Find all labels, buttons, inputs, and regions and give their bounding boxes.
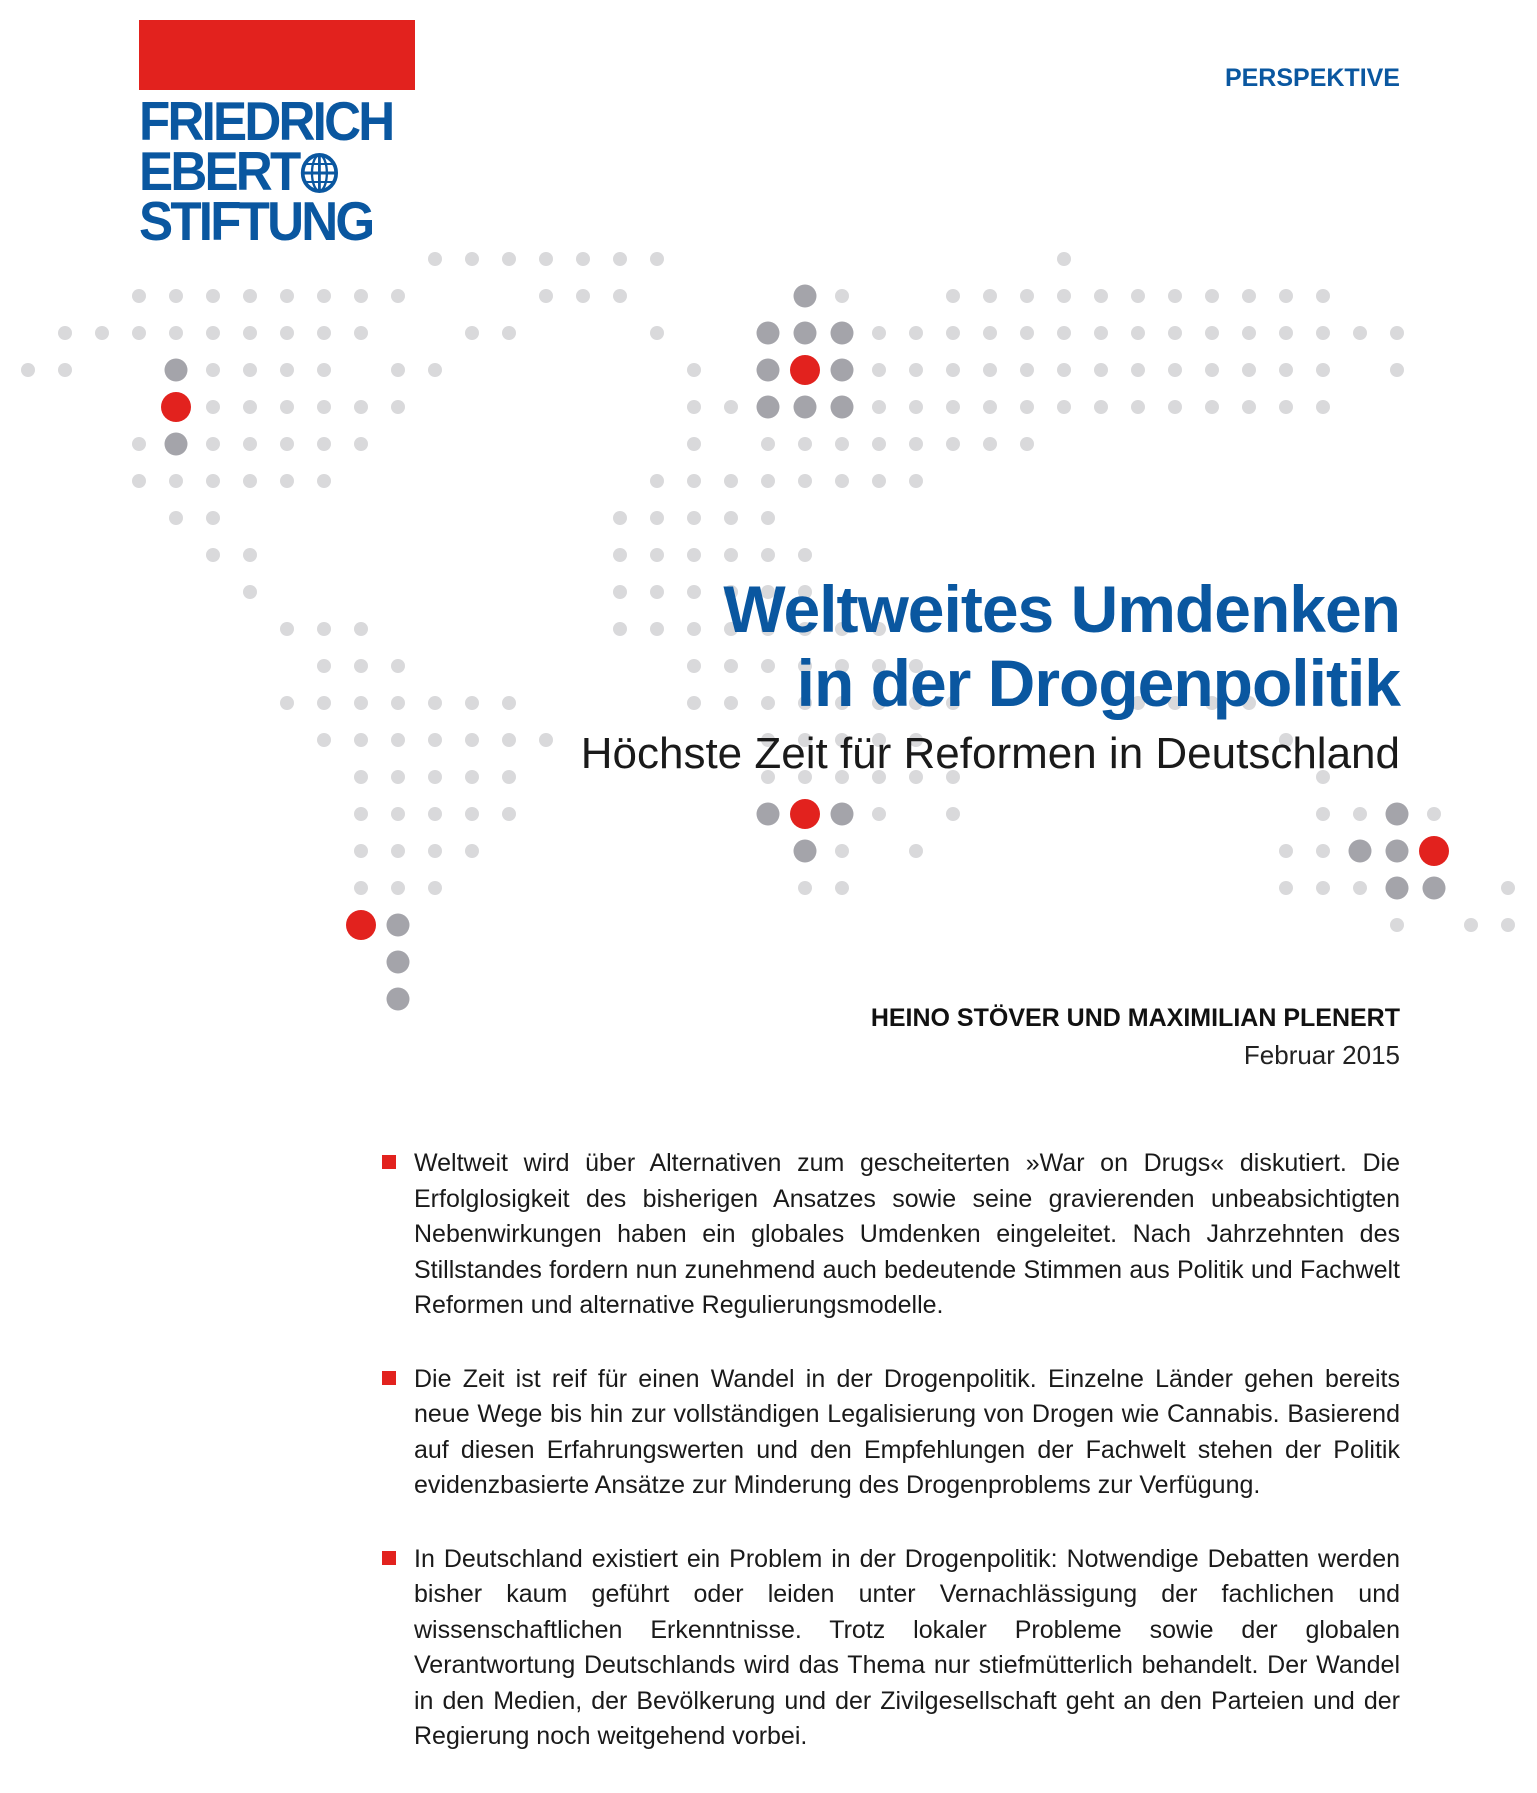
map-dot	[317, 696, 331, 710]
authors: HEINO STÖVER UND MAXIMILIAN PLENERT	[870, 1004, 1400, 1032]
map-dot	[1168, 289, 1182, 303]
map-dot	[354, 437, 368, 451]
map-dot	[428, 363, 442, 377]
fes-logo	[139, 20, 415, 252]
map-dot	[317, 622, 331, 636]
map-dot	[835, 289, 849, 303]
map-dot-highlight	[790, 799, 820, 829]
map-dot	[613, 289, 627, 303]
map-dot	[280, 622, 294, 636]
map-dot	[724, 400, 738, 414]
map-dot	[1094, 289, 1108, 303]
map-dot	[909, 363, 923, 377]
map-dot	[354, 289, 368, 303]
title-line-1: Weltweites Umdenken	[723, 572, 1400, 646]
map-dot	[354, 844, 368, 858]
title-line-2: in der Drogenpolitik	[796, 646, 1400, 720]
map-dot	[280, 474, 294, 488]
map-dot	[1020, 437, 1034, 451]
map-dot	[650, 511, 664, 525]
map-dot	[354, 733, 368, 747]
map-dot	[354, 659, 368, 673]
map-dot	[539, 289, 553, 303]
map-dot	[576, 252, 590, 266]
map-dot	[1131, 363, 1145, 377]
map-dot	[1205, 289, 1219, 303]
map-dot	[354, 622, 368, 636]
map-dot	[794, 396, 817, 419]
logo-ebert-text: EBERT	[139, 140, 299, 202]
map-dot	[835, 881, 849, 895]
map-dot	[831, 322, 854, 345]
map-dot	[391, 770, 405, 784]
map-dot	[1131, 400, 1145, 414]
map-dot	[1279, 289, 1293, 303]
map-dot	[1349, 840, 1372, 863]
map-dot	[206, 437, 220, 451]
map-dot	[798, 548, 812, 562]
logo-line-friedrich: FRIEDRICH	[139, 90, 393, 152]
map-dot	[354, 881, 368, 895]
map-dot	[687, 511, 701, 525]
map-dot	[909, 844, 923, 858]
map-dot	[1057, 252, 1071, 266]
map-dot	[835, 844, 849, 858]
map-dot	[391, 881, 405, 895]
map-dot	[428, 844, 442, 858]
map-dot	[354, 400, 368, 414]
map-dot	[1168, 326, 1182, 340]
summary-bullet	[382, 1362, 1400, 1504]
map-dot	[1279, 363, 1293, 377]
page-subtitle: Höchste Zeit für Reformen in Deutschland	[580, 729, 1400, 778]
map-dot	[798, 437, 812, 451]
map-dot	[757, 396, 780, 419]
bullet-square-icon	[382, 1155, 396, 1169]
map-dot	[1353, 807, 1367, 821]
map-dot	[206, 511, 220, 525]
logo-wordmark	[139, 90, 396, 252]
map-dot	[428, 881, 442, 895]
map-dot	[1427, 807, 1441, 821]
map-dot	[539, 252, 553, 266]
map-dot	[243, 289, 257, 303]
map-dot	[58, 363, 72, 377]
map-dot	[387, 914, 410, 937]
map-dot	[428, 770, 442, 784]
map-dot	[165, 359, 188, 382]
map-dot	[354, 696, 368, 710]
map-dot	[687, 363, 701, 377]
map-dot	[317, 437, 331, 451]
map-dot	[206, 363, 220, 377]
map-dot	[1501, 881, 1515, 895]
map-dot	[1279, 881, 1293, 895]
map-dot	[428, 807, 442, 821]
map-dot	[1386, 877, 1409, 900]
map-dot	[243, 363, 257, 377]
globe-icon	[300, 152, 339, 194]
map-dot	[872, 474, 886, 488]
map-dot	[687, 400, 701, 414]
map-dot	[132, 437, 146, 451]
map-dot	[428, 696, 442, 710]
map-dot	[206, 326, 220, 340]
bullet-square-icon	[382, 1371, 396, 1385]
map-dot	[169, 511, 183, 525]
map-dot	[354, 770, 368, 784]
map-dot	[58, 326, 72, 340]
map-dot	[687, 548, 701, 562]
map-dot	[1423, 877, 1446, 900]
publication-date: Februar 2015	[1243, 1040, 1400, 1070]
map-dot	[465, 326, 479, 340]
map-dot	[1316, 844, 1330, 858]
map-dot	[761, 437, 775, 451]
map-dot	[1390, 918, 1404, 932]
map-dot	[687, 474, 701, 488]
map-dot	[243, 437, 257, 451]
map-dot	[1168, 363, 1182, 377]
map-dot	[206, 289, 220, 303]
map-dot	[761, 511, 775, 525]
page-title	[500, 572, 1400, 720]
map-dot	[872, 363, 886, 377]
map-dot	[946, 400, 960, 414]
map-dot	[502, 326, 516, 340]
map-dot	[1168, 400, 1182, 414]
map-dot	[831, 803, 854, 826]
map-dot	[428, 252, 442, 266]
map-dot	[1131, 289, 1145, 303]
map-dot	[465, 252, 479, 266]
map-dot	[1205, 326, 1219, 340]
map-dot	[909, 326, 923, 340]
map-dot	[1316, 326, 1330, 340]
map-dot	[465, 770, 479, 784]
map-dot	[946, 807, 960, 821]
map-dot	[1205, 400, 1219, 414]
map-dot	[794, 322, 817, 345]
map-dot	[1501, 918, 1515, 932]
map-dot	[613, 548, 627, 562]
map-dot	[280, 326, 294, 340]
map-dot	[1353, 326, 1367, 340]
map-dot	[317, 363, 331, 377]
map-dot	[650, 252, 664, 266]
map-dot	[1316, 400, 1330, 414]
map-dot	[317, 400, 331, 414]
map-dot	[206, 548, 220, 562]
map-dot	[1353, 881, 1367, 895]
title-block	[500, 572, 1400, 780]
logo-red-bar	[139, 20, 415, 90]
map-dot	[391, 807, 405, 821]
map-dot	[391, 733, 405, 747]
map-dot	[391, 289, 405, 303]
map-dot	[206, 400, 220, 414]
map-dot	[391, 696, 405, 710]
map-dot	[946, 437, 960, 451]
map-dot	[1242, 363, 1256, 377]
map-dot	[428, 733, 442, 747]
map-dot	[724, 548, 738, 562]
map-dot	[1057, 400, 1071, 414]
map-dot	[391, 363, 405, 377]
map-dot	[502, 807, 516, 821]
map-dot	[317, 474, 331, 488]
map-dot	[21, 363, 35, 377]
summary-bullet	[382, 1542, 1400, 1755]
map-dot	[1386, 840, 1409, 863]
map-dot	[576, 289, 590, 303]
map-dot	[1020, 326, 1034, 340]
map-dot	[165, 433, 188, 456]
summary-bullets	[382, 1146, 1400, 1793]
map-dot	[831, 359, 854, 382]
map-dot	[1020, 363, 1034, 377]
map-dot	[835, 437, 849, 451]
series-label: PERSPEKTIVE	[1224, 64, 1400, 92]
map-dot	[169, 474, 183, 488]
map-dot	[206, 474, 220, 488]
map-dot	[391, 400, 405, 414]
map-dot	[798, 474, 812, 488]
map-dot	[132, 474, 146, 488]
map-dot	[387, 988, 410, 1011]
map-dot	[1094, 326, 1108, 340]
map-dot	[687, 437, 701, 451]
bullet-square-icon	[382, 1551, 396, 1565]
map-dot	[1057, 326, 1071, 340]
map-dot	[280, 696, 294, 710]
map-dot	[243, 585, 257, 599]
map-dot	[1279, 844, 1293, 858]
map-dot	[798, 881, 812, 895]
map-dot	[1316, 881, 1330, 895]
map-dot	[317, 659, 331, 673]
map-dot	[757, 322, 780, 345]
map-dot	[650, 548, 664, 562]
map-dot-highlight	[161, 392, 191, 422]
map-dot	[983, 400, 997, 414]
map-dot	[613, 511, 627, 525]
map-dot	[831, 396, 854, 419]
map-dot	[354, 807, 368, 821]
map-dot	[243, 548, 257, 562]
map-dot	[650, 474, 664, 488]
map-dot	[1279, 326, 1293, 340]
map-dot	[391, 844, 405, 858]
map-dot	[909, 474, 923, 488]
logo-line-stiftung: STIFTUNG	[139, 190, 373, 252]
map-dot	[243, 326, 257, 340]
bullet-text: In Deutschland existiert ein Problem in der Drogenpolitik: Notwendige Debatten werden bisher kaum geführt oder leiden unter Vernachlässigung der fachlichen und wissenschaftlichen Erkenntnisse. Trotz lokaler Probleme sowie der globalen Verantwortung Deutschlands wird das Thema nur stiefmütterlich behandelt. Der Wandel in den Medien, der Bevölkerung und der Zivilgesellschaft geht an den Parteien und der Regierung noch weitgehend vorbei.	[414, 1544, 1400, 1750]
map-dot	[95, 326, 109, 340]
map-dot	[835, 474, 849, 488]
map-dot	[1464, 918, 1478, 932]
map-dot	[465, 733, 479, 747]
map-dot	[872, 437, 886, 451]
bullet-text: Weltweit wird über Alternativen zum gescheiterten »War on Drugs« diskutiert. Die Erfolglosigkeit des bisherigen Ansatzes sowie seine gravierenden unbeabsichtigten Nebenwirkungen haben ein globales Umdenken eingeleitet. Nach Jahrzehnten des Stillstandes fordern nun zunehmend auch bedeutende Stimmen aus Politik und Fachwelt Reformen und alternative Regulierungsmodelle.	[414, 1149, 1400, 1319]
map-dot	[169, 289, 183, 303]
map-dot	[724, 474, 738, 488]
map-dot	[465, 696, 479, 710]
logo-line-ebert	[139, 140, 396, 202]
map-dot	[1242, 326, 1256, 340]
bullet-text: Die Zeit ist reif für einen Wandel in der Drogenpolitik. Einzelne Länder gehen bereits neue Wege bis hin zur vollständigen Legalisierung von Drogen wie Cannabis. Basierend auf diesen Erfahrungswerten und den Empfehlungen der Fachwelt stehen der Politik evidenzbasierte Ansätze zur Minderung des Drogenproblems zur Verfügung.	[414, 1364, 1400, 1499]
map-dot	[280, 437, 294, 451]
map-dot	[132, 289, 146, 303]
map-dot	[761, 474, 775, 488]
map-dot	[354, 326, 368, 340]
map-dot	[909, 437, 923, 451]
map-dot	[983, 326, 997, 340]
map-dot	[1020, 289, 1034, 303]
map-dot	[1131, 326, 1145, 340]
map-dot	[1057, 289, 1071, 303]
map-dot-highlight	[346, 910, 376, 940]
summary-bullet	[382, 1146, 1400, 1324]
map-dot	[243, 474, 257, 488]
map-dot	[1205, 363, 1219, 377]
map-dot	[1386, 803, 1409, 826]
map-dot	[132, 326, 146, 340]
map-dot	[761, 548, 775, 562]
map-dot	[317, 326, 331, 340]
map-dot	[1094, 363, 1108, 377]
map-dot	[613, 252, 627, 266]
map-dot	[317, 289, 331, 303]
map-dot	[872, 807, 886, 821]
map-dot	[465, 844, 479, 858]
map-dot	[872, 326, 886, 340]
map-dot	[1057, 363, 1071, 377]
map-dot	[909, 400, 923, 414]
map-dot-highlight	[790, 355, 820, 385]
map-dot	[1242, 400, 1256, 414]
map-dot	[872, 400, 886, 414]
map-dot	[502, 252, 516, 266]
map-dot	[1242, 289, 1256, 303]
map-dot	[1316, 807, 1330, 821]
map-dot	[983, 437, 997, 451]
map-dot	[465, 807, 479, 821]
map-dot	[983, 289, 997, 303]
map-dot	[946, 289, 960, 303]
map-dot-highlight	[1419, 836, 1449, 866]
map-dot	[387, 951, 410, 974]
map-dot	[724, 511, 738, 525]
map-dot	[946, 326, 960, 340]
map-dot	[1020, 400, 1034, 414]
map-dot	[983, 363, 997, 377]
map-dot	[169, 326, 183, 340]
map-dot	[1279, 400, 1293, 414]
map-dot	[317, 733, 331, 747]
map-dot	[1390, 326, 1404, 340]
map-dot	[243, 400, 257, 414]
map-dot	[280, 289, 294, 303]
map-dot	[946, 363, 960, 377]
map-dot	[757, 803, 780, 826]
map-dot	[391, 659, 405, 673]
map-dot	[1316, 289, 1330, 303]
map-dot	[794, 285, 817, 308]
map-dot	[1390, 363, 1404, 377]
map-dot	[1094, 400, 1108, 414]
map-dot	[650, 326, 664, 340]
map-dot	[280, 400, 294, 414]
map-dot	[1316, 363, 1330, 377]
map-dot	[794, 840, 817, 863]
map-dot	[280, 363, 294, 377]
map-dot	[757, 359, 780, 382]
